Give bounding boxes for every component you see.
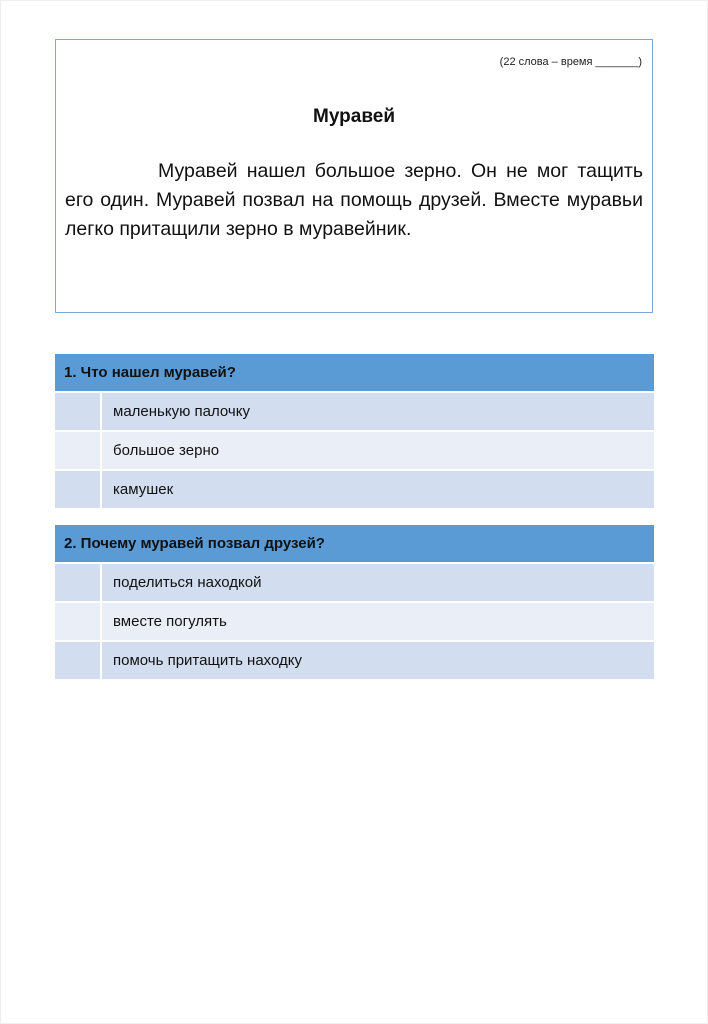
answer-label: помочь притащить находку [113,652,303,669]
answer-checkbox[interactable] [55,603,102,640]
answer-checkbox[interactable] [55,642,102,679]
answer-option[interactable] [55,564,654,603]
question-header: 1. Что нашел муравей? [55,354,654,393]
answer-checkbox[interactable] [55,432,102,469]
answer-option[interactable] [55,603,654,642]
question-1 [55,354,654,510]
answer-label: маленькую палочку [113,403,250,420]
answer-checkbox[interactable] [55,564,102,601]
story-text: Муравей нашел большое зерно. Он не мог тащить его один. Муравей позвал на помощь друзей. Вместе муравьи легко притащили зерно в муравейник. [65,160,643,240]
word-count-time: (22 слова – время _______) [499,56,642,68]
answer-option[interactable] [55,642,654,681]
answer-label: поделиться находкой [113,574,262,591]
answer-label: вместе погулять [113,613,227,630]
story-title: Муравей [313,106,395,127]
answer-option[interactable] [55,432,654,471]
answer-label: камушек [113,481,174,498]
answer-checkbox[interactable] [55,471,102,508]
answer-label: большое зерно [113,442,220,459]
question-2 [55,525,654,681]
question-header: 2. Почему муравей позвал друзей? [55,525,654,564]
answer-option[interactable] [55,471,654,510]
answer-checkbox[interactable] [55,393,102,430]
answer-option[interactable] [55,393,654,432]
story-box [55,39,653,313]
